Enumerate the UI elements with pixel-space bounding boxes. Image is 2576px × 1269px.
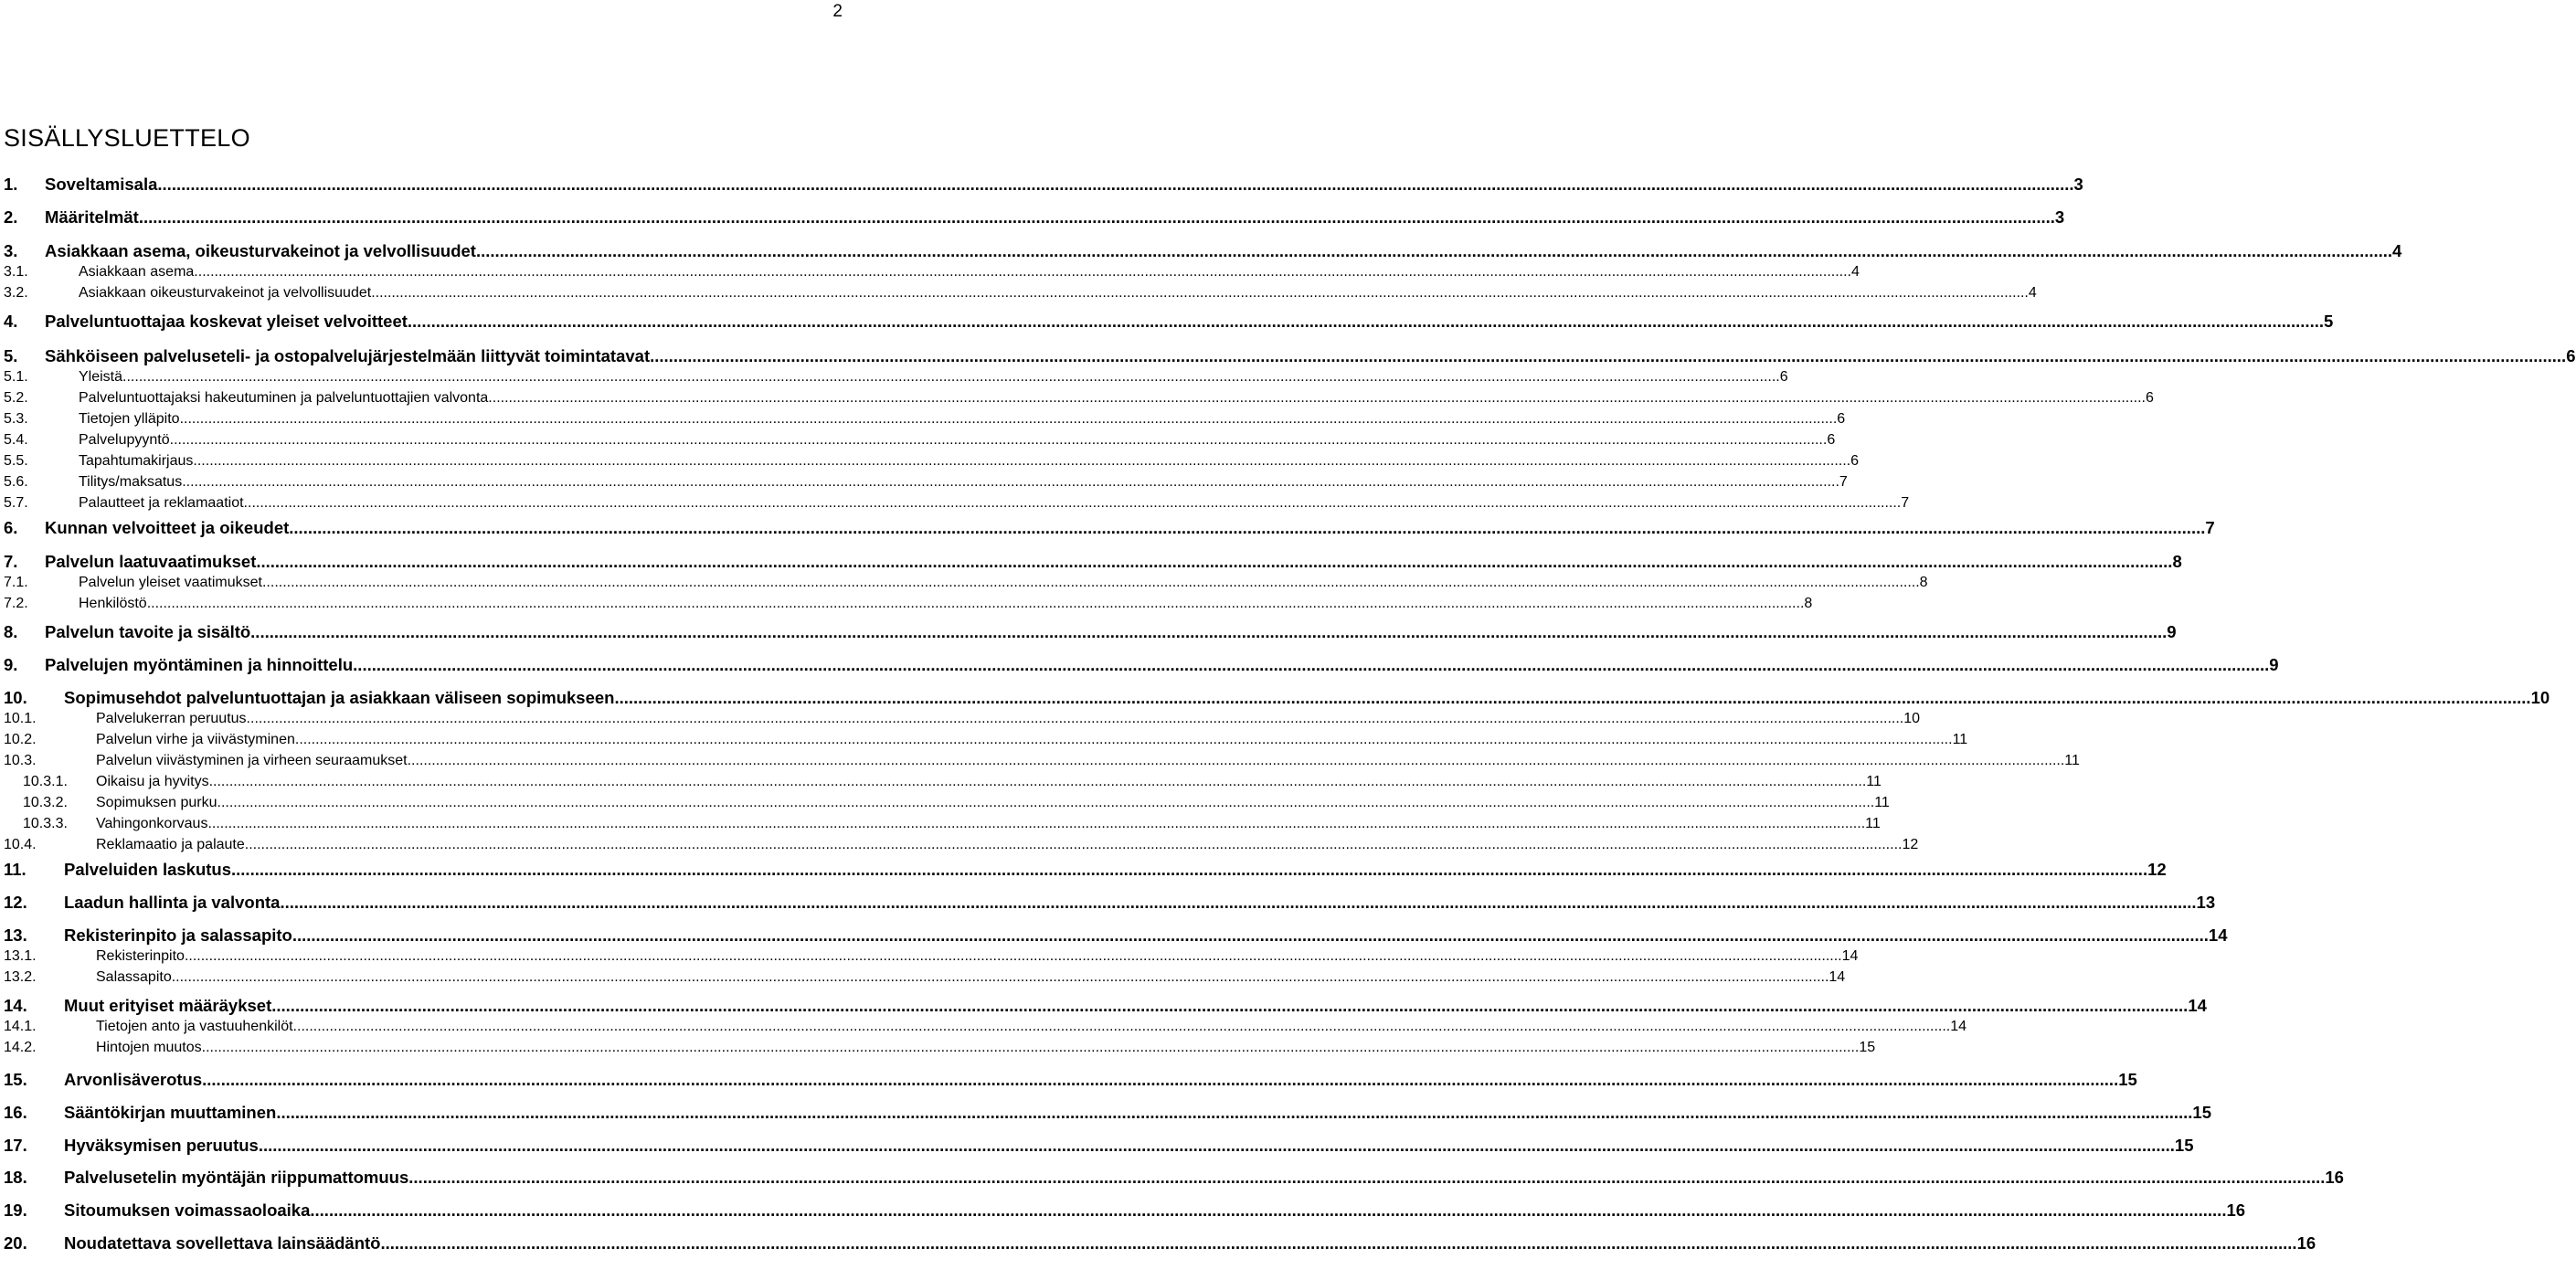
toc-entry[interactable] [4,837,1919,853]
toc-entry-number: 10.3.2. [23,795,68,810]
toc-entry-number: 10.4. [4,837,37,852]
toc-entry-number: 5.2. [4,390,28,406]
toc-entry[interactable] [4,795,1890,811]
toc-entry-title: Palvelun virhe ja viivästyminen [96,732,295,747]
toc-entry-page: 11 [1952,732,1968,747]
toc-entry-title: Asiakkaan oikeusturvakeinot ja velvollisuudet [79,285,372,301]
toc-leader-dots [310,1200,2226,1221]
toc-entry-title: Salassapito [96,969,172,985]
toc-entry-title: Palveluiden laskutus [64,860,232,879]
toc-entry-number: 16. [4,1103,27,1122]
toc-entry-number: 13.1. [4,948,37,964]
toc-entry-number: 2. [4,207,18,227]
toc-entry-title: Asiakkaan asema [79,264,195,280]
toc-entry-title: Palvelupyyntö [79,432,170,448]
toc-entry-number: 3.1. [4,264,28,280]
toc-entry-number: 11. [4,860,27,879]
toc-entry-number: 18. [4,1168,27,1187]
toc-entry[interactable] [4,860,2167,880]
toc-leader-dots [157,174,2073,195]
toc-entry-title: Palvelun laatuvaatimukset [45,552,257,571]
toc-entry-title: Oikaisu ja hyvitys [96,774,209,789]
toc-entry-title: Vahingonkorvaus [96,816,208,831]
toc-entry-page: 14 [2208,925,2228,945]
toc-entry-number: 10.3.1. [23,774,68,789]
toc-leader-dots [353,655,2269,675]
toc-entry[interactable] [4,753,2080,769]
toc-entry[interactable] [4,495,1910,512]
toc-entry-page: 16 [2325,1168,2344,1187]
toc-entry[interactable] [4,816,1881,832]
toc-entry-number: 10.3. [4,753,37,768]
toc-leader-dots [250,622,2167,642]
toc-entry-number: 13. [4,925,27,945]
toc-entry-page: 8 [1804,596,1813,611]
toc-entry-page: 10 [2530,688,2550,707]
toc-leader-dots [408,312,2324,332]
toc-entry-number: 20. [4,1233,27,1253]
toc-entry-page: 15 [1859,1040,1876,1055]
toc-entry[interactable] [4,552,2182,572]
toc-entry-title: Palvelujen myöntäminen ja hinnoittelu [45,655,354,674]
toc-entry-number: 13.2. [4,969,37,985]
toc-leader-dots [262,575,1920,591]
toc-entry-page: 14 [2188,996,2207,1015]
toc-entry[interactable] [4,432,1836,449]
toc-entry-title: Tietojen anto ja vastuuhenkilöt [96,1019,293,1034]
toc-leader-dots [194,264,1851,280]
toc-leader-dots [193,453,1850,470]
toc-entry[interactable] [4,1168,2344,1188]
toc-entry-page: 9 [2269,655,2279,674]
toc-entry-page: 9 [2167,622,2177,641]
toc-entry-number: 19. [4,1200,27,1220]
toc-entry-page: 6 [1850,453,1859,469]
toc-leader-dots [259,1136,2175,1156]
toc-entry-number: 14.1. [4,1019,37,1034]
toc-entry[interactable] [4,1103,2211,1123]
toc-entry-number: 4. [4,312,18,331]
toc-entry[interactable] [4,1070,2137,1090]
toc-entry[interactable] [4,575,1928,591]
toc-entry[interactable] [4,596,1813,612]
toc-entry-title: Rekisterinpito ja salassapito [64,925,292,945]
toc-entry[interactable] [4,655,2279,675]
toc-leader-dots [170,432,1828,449]
toc-entry-number: 14.2. [4,1040,37,1055]
toc-entry[interactable] [4,774,1882,790]
toc-entry-title: Arvonlisäverotus [64,1070,203,1089]
toc-leader-dots [295,732,1953,748]
toc-entry-title: Palvelusetelin myöntäjän riippumattomuus [64,1168,409,1187]
toc-entry[interactable] [4,732,1968,748]
toc-entry-number: 5.4. [4,432,28,448]
toc-entry-number: 5.1. [4,369,28,385]
toc-entry-title: Soveltamisala [45,174,158,194]
toc-entry-page: 14 [1950,1019,1967,1034]
toc-entry-title: Asiakkaan asema, oikeusturvakeinot ja velvollisuudet [45,241,476,260]
toc-entry-page: 5 [2323,312,2334,331]
toc-leader-dots [650,346,2566,366]
toc-entry-title: Palveluntuottajaa koskevat yleiset velvoitteet [45,312,408,331]
toc-entry-page: 15 [2192,1103,2211,1122]
toc-leader-dots [247,711,1904,727]
toc-entry-number: 12. [4,893,27,912]
toc-entry-page: 15 [2118,1070,2137,1089]
toc-entry[interactable] [4,1233,2316,1253]
toc-entry[interactable] [4,174,2083,195]
toc-entry-title: Sitoumuksen voimassaoloaika [64,1200,311,1220]
toc-entry-number: 9. [4,655,18,674]
toc-entry-page: 3 [2073,174,2083,194]
toc-entry[interactable] [4,207,2065,227]
toc-entry-page: 6 [1827,432,1836,448]
page-number: 2 [832,2,843,21]
toc-entry-number: 17. [4,1136,27,1155]
toc-entry-page: 12 [1902,837,1919,852]
toc-entry-title: Tilitys/maksatus [79,474,183,490]
toc-entry-title: Määritelmät [45,207,139,227]
toc-entry-number: 8. [4,622,18,641]
toc-entry-title: Sähköiseen palveluseteli- ja ostopalvelujärjestelmään liittyvät toimintatavat [45,346,651,365]
toc-entry-title: Laadun hallinta ja valvonta [64,893,281,912]
toc-leader-dots [209,774,1867,790]
toc-leader-dots [139,207,2055,227]
toc-entry-title: Sopimuksen purku [96,795,217,810]
toc-entry-title: Palvelun viivästyminen ja virheen seuraamukset [96,753,408,768]
toc-entry-page: 7 [1839,474,1848,490]
toc-entry-number: 10.2. [4,732,37,747]
toc-entry-title: Hyväksymisen peruutus [64,1136,259,1155]
toc-leader-dots [207,816,1865,832]
toc-entry-number: 1. [4,174,18,194]
toc-leader-dots [614,688,2530,708]
toc-entry-title: Rekisterinpito [96,948,185,964]
toc-leader-dots [245,837,1903,853]
toc-leader-dots [202,1070,2118,1090]
toc-leader-dots [180,411,1838,428]
toc-entry-title: Reklamaatio ja palaute [96,837,245,852]
toc-leader-dots [280,893,2196,913]
toc-entry[interactable] [4,390,2154,407]
toc-entry-number: 5.7. [4,495,28,511]
toc-entry-page: 11 [1874,795,1890,810]
toc-leader-dots [276,1103,2192,1123]
toc-leader-dots [408,1168,2325,1188]
toc-entry-number: 3. [4,241,18,260]
toc-entry[interactable] [4,346,2576,366]
toc-entry[interactable] [4,1019,1967,1035]
toc-leader-dots [271,996,2188,1016]
toc-leader-dots [244,495,1902,512]
toc-leader-dots [293,1019,1951,1035]
toc-leader-dots [256,552,2172,572]
toc-leader-dots [182,474,1839,491]
toc-leader-dots [147,596,1805,612]
toc-entry-title: Hintojen muutos [96,1040,202,1055]
toc-entry[interactable] [4,285,2037,301]
toc-entry[interactable] [4,411,1846,428]
toc-entry-page: 6 [2566,346,2576,365]
toc-entry-page: 14 [1829,969,1846,985]
toc-entry[interactable] [4,312,2334,332]
toc-entry-page: 8 [1919,575,1928,590]
toc-entry-page: 11 [1865,816,1881,831]
toc-entry-page: 16 [2296,1233,2316,1253]
toc-entry-title: Noudatettava sovellettava lainsäädäntö [64,1233,381,1253]
toc-leader-dots [371,285,2029,301]
toc-leader-dots [217,795,1875,811]
toc-entry-page: 8 [2172,552,2182,571]
toc-leader-dots [476,241,2392,261]
toc-entry-title: Palvelun yleiset vaatimukset [79,575,262,590]
toc-entry-page: 10 [1903,711,1921,726]
toc-entry-page: 3 [2054,207,2065,227]
toc-entry-title: Muut erityiset määräykset [64,996,272,1015]
toc-entry-title: Tietojen ylläpito [79,411,180,427]
toc-entry-number: 5. [4,346,18,365]
toc-entry-number: 14. [4,996,27,1015]
toc-entry-number: 10.3.3. [23,816,68,831]
toc-entry-title: Yleistä [79,369,123,385]
toc-entry[interactable] [4,688,2550,708]
toc-entry-page: 6 [1779,369,1788,385]
toc-entry-title: Sääntökirjan muuttaminen [64,1103,277,1122]
toc-leader-dots [380,1233,2296,1253]
toc-leader-dots [289,518,2205,538]
toc-leader-dots [408,753,2065,769]
toc-entry[interactable] [4,1040,1876,1056]
toc-entry-page: 7 [1901,495,1910,511]
toc-entry[interactable] [4,518,2215,538]
toc-entry-page: 15 [2174,1136,2194,1155]
toc-entry-number: 7. [4,552,18,571]
toc-entry-number: 3.2. [4,285,28,301]
toc-entry-number: 5.6. [4,474,28,490]
toc-entry-page: 13 [2196,893,2216,912]
toc-entry[interactable] [4,1136,2194,1156]
toc-entry-page: 7 [2205,518,2215,537]
toc-entry-title: Palautteet ja reklamaatiot [79,495,244,511]
toc-leader-dots [122,369,1780,386]
toc-entry-title: Sopimusehdot palveluntuottajan ja asiakkaan väliseen sopimukseen [64,688,615,707]
toc-entry-number: 10. [4,688,27,707]
toc-entry[interactable] [4,969,1846,986]
toc-entry-title: Palveluntuottajaksi hakeutuminen ja palveluntuottajien valvonta [79,390,489,406]
toc-entry-page: 12 [2147,860,2167,879]
toc-leader-dots [172,969,1829,986]
toc-entry-title: Palvelun tavoite ja sisältö [45,622,251,641]
toc-entry-number: 7.1. [4,575,28,590]
toc-leader-dots [231,860,2147,880]
toc-entry-number: 5.5. [4,453,28,469]
toc-entry-page: 14 [1841,948,1859,964]
toc-entry-page: 4 [2028,285,2037,301]
toc-entry-number: 7.2. [4,596,28,611]
toc-leader-dots [488,390,2146,407]
toc-entry[interactable] [4,996,2207,1016]
toc-entry-page: 4 [2392,241,2402,260]
toc-entry-number: 15. [4,1070,27,1089]
toc-title: SISÄLLYSLUETTELO [4,124,250,152]
toc-entry[interactable] [4,948,1859,965]
toc-leader-dots [292,925,2209,946]
toc-entry-page: 4 [1850,264,1860,280]
toc-entry[interactable] [4,925,2228,946]
toc-entry-page: 11 [2064,753,2080,768]
toc-entry-page: 11 [1866,774,1882,789]
toc-entry[interactable] [4,711,1921,727]
toc-entry[interactable] [4,1200,2246,1221]
toc-entry-page: 6 [2145,390,2154,406]
toc-entry-page: 16 [2226,1200,2246,1220]
toc-entry-number: 6. [4,518,18,537]
toc-entry[interactable] [4,453,1859,470]
toc-entry-title: Henkilöstö [79,596,147,611]
toc-entry-page: 6 [1837,411,1846,427]
toc-leader-dots [202,1040,1860,1056]
toc-entry[interactable] [4,622,2177,642]
toc-entry[interactable] [4,369,1788,386]
toc-entry[interactable] [4,241,2402,261]
toc-entry-number: 5.3. [4,411,28,427]
toc-leader-dots [185,948,1842,965]
toc-entry[interactable] [4,474,1848,491]
toc-entry-title: Palvelukerran peruutus [96,711,247,726]
toc-entry-title: Tapahtumakirjaus [79,453,194,469]
toc-entry[interactable] [4,893,2216,913]
toc-entry-title: Kunnan velvoitteet ja oikeudet [45,518,290,537]
toc-entry[interactable] [4,264,1860,280]
toc-entry-number: 10.1. [4,711,37,726]
